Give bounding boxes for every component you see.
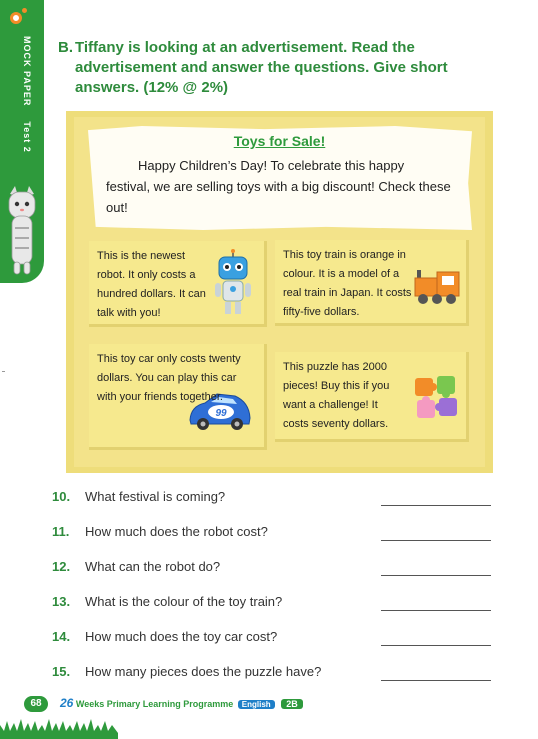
grass-decoration-icon — [0, 707, 118, 739]
side-tab — [0, 0, 44, 283]
question-number: 14. — [52, 629, 71, 644]
question-number: 13. — [52, 594, 71, 609]
subject-badge: English — [238, 700, 275, 709]
train-icon — [413, 268, 463, 308]
toy-card-car — [89, 344, 267, 450]
car-number: 99 — [215, 408, 227, 419]
question-text: How much does the toy car cost? — [85, 629, 278, 644]
page-footer — [0, 690, 538, 739]
section-letter: B. — [58, 39, 73, 56]
brand-label — [60, 696, 303, 710]
question-item — [52, 489, 492, 511]
question-item — [52, 594, 492, 616]
question-number: 10. — [52, 489, 71, 504]
question-item — [52, 664, 492, 686]
margin-mark — [2, 371, 5, 372]
question-text: What can the robot do? — [85, 559, 221, 574]
toy-card-puzzle — [275, 352, 469, 442]
test-label: Test 2 — [22, 121, 32, 153]
ring-icon — [10, 12, 22, 24]
section-heading — [58, 38, 498, 98]
toy-card-robot — [89, 241, 267, 327]
question-item — [52, 524, 492, 546]
toy-card-text: This toy car only costs twenty dollars. You can play this car with your friends together. — [97, 353, 241, 403]
brand-text: Weeks Primary Learning Programme — [75, 699, 234, 709]
level-badge: 2B — [281, 699, 303, 709]
answer-line[interactable] — [381, 645, 491, 646]
dot-icon — [22, 8, 27, 13]
cat-mascot-icon — [6, 186, 38, 276]
question-text: How much does the robot cost? — [85, 524, 268, 539]
robot-icon — [213, 249, 253, 319]
brand-number: 26 — [60, 696, 74, 710]
answer-line[interactable] — [381, 680, 491, 681]
answer-line[interactable] — [381, 610, 491, 611]
toy-card-text: This is the newest robot. It only costs a hundred dollars. It can talk with you! — [97, 250, 206, 319]
answer-line[interactable] — [381, 540, 491, 541]
question-number: 15. — [52, 664, 71, 679]
question-text: How many pieces does the puzzle have? — [85, 664, 322, 679]
side-tab-label — [12, 36, 32, 153]
question-number: 11. — [52, 524, 70, 539]
advertisement-intro — [106, 155, 451, 218]
toy-card-train — [275, 240, 469, 326]
advertisement-intro-text: Happy Children’s Day! To celebrate this happy festival, we are selling toys with a big discount! Check these out! — [106, 158, 451, 215]
advertisement-title: Toys for Sale! — [233, 133, 326, 149]
mock-paper-label: MOCK PAPER — [22, 36, 32, 107]
question-item — [52, 629, 492, 651]
page-number: 68 — [24, 696, 48, 712]
question-text: What festival is coming? — [85, 489, 226, 504]
puzzle-icon — [413, 374, 459, 420]
toy-card-text: This puzzle has 2000 pieces! Buy this if you want a challenge! It costs seventy dollars. — [283, 361, 390, 430]
question-text: What is the colour of the toy train? — [85, 594, 283, 609]
section-instruction: Tiffany is looking at an advertisement. Read the advertisement and answer the questions. Give short answers. (12% @ 2%) — [75, 39, 448, 96]
answer-line[interactable] — [381, 505, 491, 506]
question-number: 12. — [52, 559, 71, 574]
question-item — [52, 559, 492, 581]
answer-line[interactable] — [381, 575, 491, 576]
toy-card-text: This toy train is orange in colour. It is a model of a real train in Japan. It costs fifty-five dollars. — [283, 249, 412, 318]
